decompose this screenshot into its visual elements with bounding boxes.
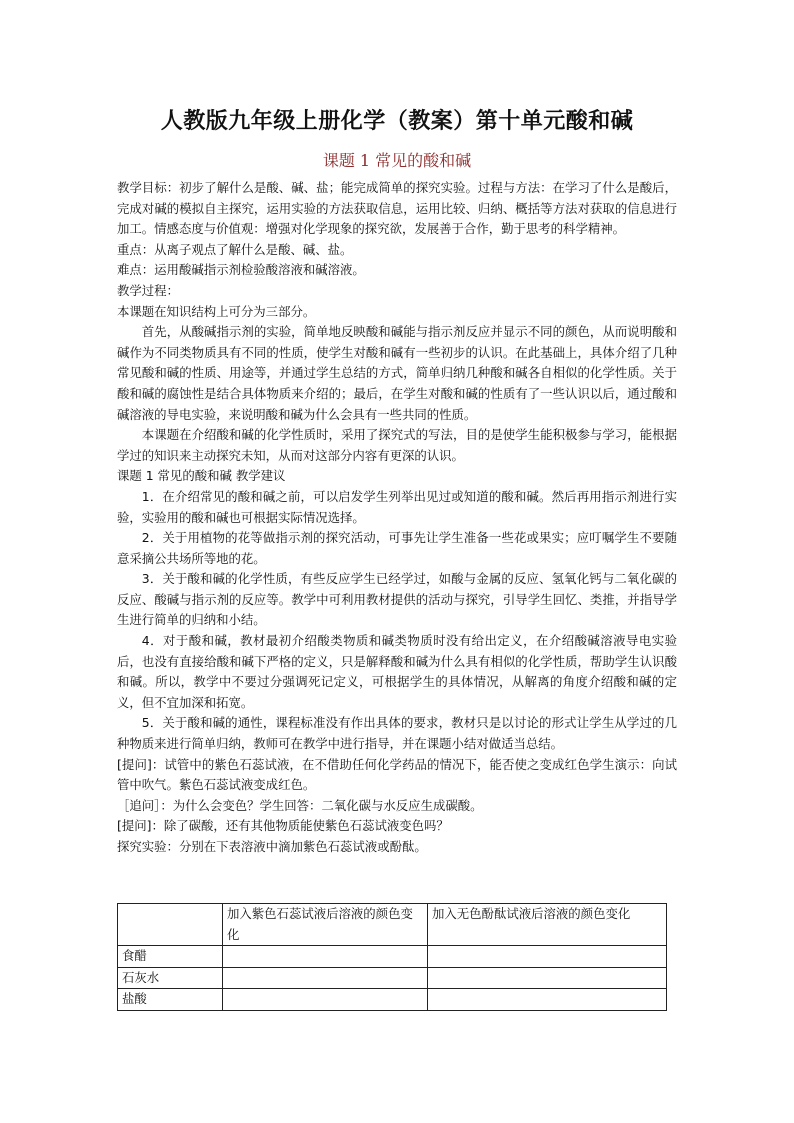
- document-title: 人教版九年级上册化学（教案）第十单元酸和碱: [160, 108, 634, 134]
- paragraph-process-heading: 教学过程：: [117, 282, 179, 298]
- paragraph-difficulty: 难点：运用酸碱指示剂检验酸溶液和碱溶液。: [117, 262, 365, 278]
- table-cell: [428, 989, 667, 1011]
- table-cell: [223, 989, 428, 1011]
- paragraph-inquiry: 本课题在介绍酸和碱的化学性质时，采用了探究式的写法，目的是使学生能积极参与学习，能根据学过的知识来主动探究未知，从而对这部分内容有更深的认识。: [117, 427, 677, 463]
- lesson-subtitle: 课题 1 常见的酸和碱: [322, 151, 472, 170]
- paragraph-suggestion-5: 5．关于酸和碱的通性，课程标准没有作出具体的要求，教材只是以讨论的形式让学生从学过的几种物质来进行简单归纳，教师可在教学中进行指导，并在课题小结对做适当总结。: [117, 715, 677, 752]
- document-body: [117, 178, 677, 858]
- table-cell: [223, 946, 428, 968]
- paragraph-suggestion-4: 4．对于酸和碱，教材最初介绍酸类物质和碱类物质时没有给出定义，在介绍酸碱溶液导电实验后，也没有直接给酸和碱下严格的定义，只是解释酸和碱为什么具有相似的化学性质，帮助学生认识酸和碱。所以，教学中不要过分强调死记定义，可根据学生的具体情况，从解离的角度介绍酸和碱的定义，但不宜加深和拓宽。: [117, 633, 677, 710]
- paragraph-key-point: 重点：从离子观点了解什么是酸、碱、盐。: [117, 241, 353, 257]
- table-cell: [223, 967, 428, 989]
- table-row: [118, 967, 667, 989]
- table-header-cell: 加入紫色石蕊试液后溶液的颜色变化: [223, 904, 428, 946]
- table-header-cell: 加入无色酚酞试液后溶液的颜色变化: [428, 904, 667, 946]
- paragraph-suggestions-heading: 课题 1 常见的酸和碱 教学建议: [117, 468, 286, 484]
- paragraph-structure: 本课题在知识结构上可分为三部分。: [117, 303, 316, 319]
- paragraph-suggestion-2: 2．关于用植物的花等做指示剂的探究活动，可事先让学生准备一些花或果实；应叮嘱学生不要随意采摘公共场所等地的花。: [117, 530, 677, 566]
- paragraph-question-1: [提问]：试管中的紫色石蕊试液，在不借助任何化学药品的情况下，能否使之变成红色学生演示：向试管中吹气。紫色石蕊试液变成红色。: [117, 756, 677, 793]
- paragraph-experiment: 探究实验：分别在下表溶液中滴加紫色石蕊试液或酚酞。: [117, 839, 427, 854]
- experiment-table: [117, 903, 667, 1011]
- paragraph-question-2: [提问]：除了碳酸，还有其他物质能使紫色石蕊试液变色吗？: [117, 818, 449, 834]
- table-cell: 食醋: [118, 946, 223, 968]
- table-cell: [428, 946, 667, 968]
- table-row: [118, 989, 667, 1011]
- table-cell: 石灰水: [118, 967, 223, 989]
- paragraph-first: 首先，从酸碱指示剂的实验，简单地反映酸和碱能与指示剂反应并显示不同的颜色，从而说明酸和碱作为不同类物质具有不同的性质，使学生对酸和碱有一些初步的认识。在此基础上，具体介绍了几种常见酸和碱的性质、用途等，并通过学生总结的方式，简单归纳几种酸和碱各自相似的化学性质。关于酸和碱的腐蚀性是结合具体物质来介绍的；最后，在学生对酸和碱的性质有了一些认识以后，通过酸和碱溶液的导电实验，来说明酸和碱为什么会具有一些共同的性质。: [117, 324, 677, 422]
- table-header-row: [118, 904, 667, 946]
- table-header-cell: [118, 904, 223, 946]
- paragraph-suggestion-3: 3．关于酸和碱的化学性质，有些反应学生已经学过，如酸与金属的反应、氢氧化钙与二氧化碳的反应、酸碱与指示剂的反应等。教学中可利用教材提供的活动与探究，引导学生回忆、类推，并指导学生进行简单的归纳和小结。: [117, 571, 677, 628]
- table-row: [118, 946, 667, 968]
- paragraph-suggestion-1: 1．在介绍常见的酸和碱之前，可以启发学生列举出见过或知道的酸和碱。然后再用指示剂进行实验，实验用的酸和碱也可根据实际情况选择。: [117, 488, 677, 525]
- paragraph-objectives: 教学目标：初步了解什么是酸、碱、盐；能完成简单的探究实验。过程与方法：在学习了什么是酸后，完成对碱的模拟自主探究，运用实验的方法获取信息，运用比较、归纳、概括等方法对获取的信息进行加工。情感态度与价值观：增强对化学现象的探究欲，发展善于合作，勤于思考的科学精神。: [117, 180, 677, 237]
- table-cell: 盐酸: [118, 989, 223, 1011]
- table-cell: [428, 967, 667, 989]
- paragraph-follow-up: ［追问］：为什么会变色？学生回答：二氧化碳与水反应生成碳酸。: [117, 797, 483, 813]
